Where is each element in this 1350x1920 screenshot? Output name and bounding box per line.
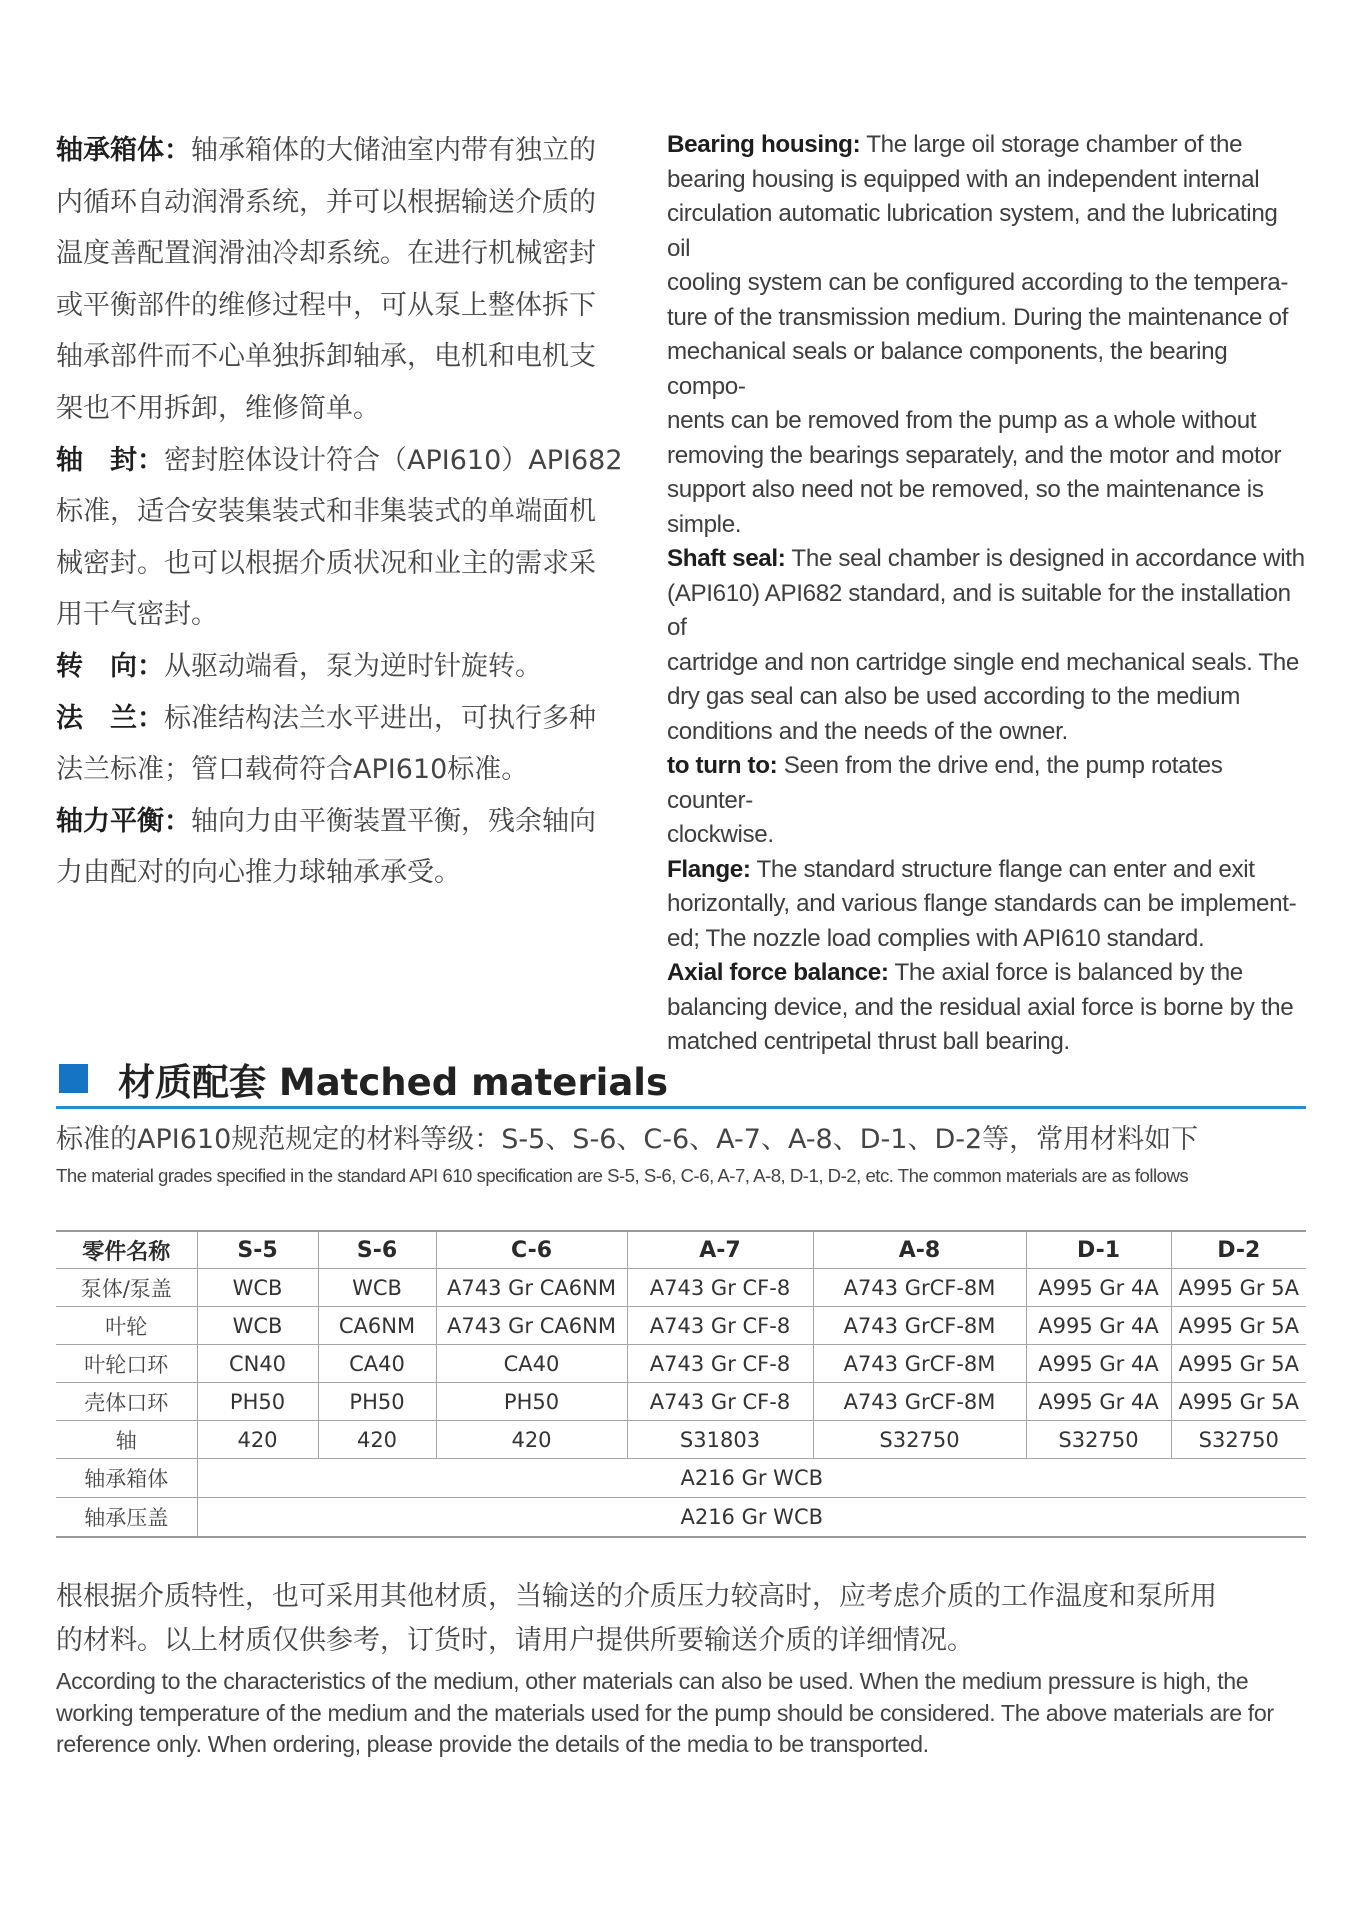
table-cell: A995 Gr 5A bbox=[1171, 1307, 1306, 1345]
table-header-cell: D-2 bbox=[1171, 1231, 1306, 1269]
table-header-row bbox=[56, 1231, 1306, 1269]
table-row bbox=[56, 1345, 1306, 1383]
table-header-cell: A-8 bbox=[813, 1231, 1026, 1269]
table-cell: A995 Gr 5A bbox=[1171, 1345, 1306, 1383]
heading-square-icon bbox=[59, 1064, 88, 1093]
table-cell: A995 Gr 4A bbox=[1026, 1269, 1171, 1307]
table-cell: 轴承箱体 bbox=[56, 1459, 197, 1498]
feature-cn-label: 轴力平衡： bbox=[56, 805, 191, 837]
feature-cn-axial-balance: 轴力平衡：轴向力由平衡装置平衡，残余轴向 力由配对的向心推力球轴承承受。 bbox=[56, 805, 596, 889]
table-cell: 叶轮 bbox=[56, 1307, 197, 1345]
feature-en-axial-balance: Axial force balance: The axial force is balanced by the balancing device, and the residual axial force is borne by the matched centripetal thrust ball bearing. bbox=[667, 959, 1294, 1055]
table-cell: S32750 bbox=[1171, 1421, 1306, 1459]
table-cell: WCB bbox=[197, 1269, 318, 1307]
table-cell: S32750 bbox=[813, 1421, 1026, 1459]
table-cell: S31803 bbox=[627, 1421, 813, 1459]
table-cell: PH50 bbox=[436, 1383, 627, 1421]
feature-en-label: Bearing housing: bbox=[667, 131, 861, 158]
table-header-cell: 零件名称 bbox=[56, 1231, 197, 1269]
table-row bbox=[56, 1459, 1306, 1498]
table-cell: A743 Gr CF-8 bbox=[627, 1307, 813, 1345]
table-cell: 420 bbox=[436, 1421, 627, 1459]
table-cell: A995 Gr 4A bbox=[1026, 1383, 1171, 1421]
table-header-cell: A-7 bbox=[627, 1231, 813, 1269]
table-cell: CA6NM bbox=[318, 1307, 436, 1345]
feature-cn-flange: 法 兰：标准结构法兰水平进出，可执行多种 法兰标准；管口载荷符合API610标准。 bbox=[56, 702, 596, 786]
table-cell: S32750 bbox=[1026, 1421, 1171, 1459]
table-header-cell: S-5 bbox=[197, 1231, 318, 1269]
feature-en-shaft-seal: Shaft seal: The seal chamber is designed in accordance with (API610) API682 standard, and is suitable for the installation of cartridge and non cartridge single end mechanical seals. The dry gas seal can also be used according to the medium conditions and the needs of the owner. bbox=[667, 545, 1305, 745]
features-cn bbox=[56, 125, 641, 899]
table-cell: PH50 bbox=[318, 1383, 436, 1421]
table-cell: 420 bbox=[197, 1421, 318, 1459]
table-cell: A743 Gr CA6NM bbox=[436, 1307, 627, 1345]
feature-en-label: Shaft seal: bbox=[667, 545, 786, 572]
table-cell: A995 Gr 5A bbox=[1171, 1269, 1306, 1307]
table-header-cell: C-6 bbox=[436, 1231, 627, 1269]
table-cell: PH50 bbox=[197, 1383, 318, 1421]
table-cell: A743 GrCF-8M bbox=[813, 1269, 1026, 1307]
table-cell: A743 GrCF-8M bbox=[813, 1307, 1026, 1345]
table-cell: A995 Gr 4A bbox=[1026, 1345, 1171, 1383]
table-row bbox=[56, 1269, 1306, 1307]
feature-en-label: to turn to: bbox=[667, 752, 778, 779]
materials-note-en: According to the characteristics of the medium, other materials can also be used. When the medium pressure is high, the working temperature of the medium and the materials used for the pump should be considered. The above materials are for reference only. When ordering, please provide the details of the media to be transported. bbox=[56, 1668, 1274, 1757]
feature-cn-label: 法 兰： bbox=[56, 702, 164, 734]
table-row bbox=[56, 1307, 1306, 1345]
feature-cn-rotation: 转 向：从驱动端看，泵为逆时针旋转。 bbox=[56, 650, 542, 682]
feature-cn-label: 轴 封： bbox=[56, 444, 164, 476]
materials-note-cn: 根根据介质特性，也可采用其他材质，当输送的介质压力较高时，应考虑介质的工作温度和泵所用 的材料。以上材质仅供参考，订货时，请用户提供所要输送介质的详细情况。 bbox=[56, 1581, 1217, 1656]
table-cell: 轴承压盖 bbox=[56, 1498, 197, 1538]
feature-cn-shaft-seal: 轴 封：密封腔体设计符合（API610）API682 标准，适合安装集装式和非集装式的单端面机 械密封。也可以根据介质状况和业主的需求采 用干气密封。 bbox=[56, 444, 623, 631]
table-cell: A743 GrCF-8M bbox=[813, 1383, 1026, 1421]
table-header-cell: D-1 bbox=[1026, 1231, 1171, 1269]
table-cell: WCB bbox=[197, 1307, 318, 1345]
table-cell: CN40 bbox=[197, 1345, 318, 1383]
feature-en-label: Flange: bbox=[667, 855, 751, 883]
feature-cn-bearing-housing: 轴承箱体：轴承箱体的大储油室内带有独立的 内循环自动润滑系统，并可以根据输送介质的 温度善配置润滑油冷却系统。在进行机械密封 或平衡部件的维修过程中，可从泵上整体拆下 轴承部件而不心单独拆卸轴承，电机和电机支 架也不用拆卸，维修简单。 bbox=[56, 135, 596, 424]
features-en bbox=[667, 128, 1307, 1060]
table-cell: A743 Gr CF-8 bbox=[627, 1383, 813, 1421]
table-header-cell: S-6 bbox=[318, 1231, 436, 1269]
table-row bbox=[56, 1383, 1306, 1421]
table-cell: 壳体口环 bbox=[56, 1383, 197, 1421]
materials-intro-cn: 标准的API610规范规定的材料等级：S-5、S-6、C-6、A-7、A-8、D-1、D-2等，常用材料如下 bbox=[56, 1124, 1199, 1155]
table-cell: 420 bbox=[318, 1421, 436, 1459]
feature-cn-label: 轴承箱体： bbox=[56, 135, 191, 166]
table-cell: A743 Gr CF-8 bbox=[627, 1345, 813, 1383]
table-cell: WCB bbox=[318, 1269, 436, 1307]
table-row bbox=[56, 1498, 1306, 1538]
feature-en-bearing-housing: Bearing housing: The large oil storage chamber of the bearing housing is equipped with an independent internal circulation automatic lubrication system, and the lubricating oil cooling system can be configured according to the tempera- ture of the transmission medium. During the maintenance of mechanical seals or balance components, the bearing compo- nents can be removed from the pump as a whole without removing the bearings separately, and the motor and motor support also need not be removed, so the maintenance is simple. bbox=[667, 131, 1289, 538]
table-row bbox=[56, 1421, 1306, 1459]
table-cell: A995 Gr 5A bbox=[1171, 1383, 1306, 1421]
feature-en-label: Axial force balance: bbox=[667, 959, 889, 986]
table-cell: 叶轮口环 bbox=[56, 1345, 197, 1383]
table-cell: CA40 bbox=[436, 1345, 627, 1383]
table-cell: A743 Gr CA6NM bbox=[436, 1269, 627, 1307]
table-cell: A995 Gr 4A bbox=[1026, 1307, 1171, 1345]
table-cell: 轴 bbox=[56, 1421, 197, 1459]
table-cell: A743 GrCF-8M bbox=[813, 1345, 1026, 1383]
section-heading bbox=[56, 1050, 1306, 1109]
feature-en-flange: Flange: The standard structure flange can enter and exit horizontally, and various flange standards can be implement- ed; The nozzle load complies with API610 standard. bbox=[667, 855, 1297, 952]
table-cell: A216 Gr WCB bbox=[197, 1498, 1306, 1538]
materials-table bbox=[56, 1230, 1306, 1538]
table-cell: A743 Gr CF-8 bbox=[627, 1269, 813, 1307]
section-title: 材质配套 Matched materials bbox=[118, 1061, 668, 1104]
table-cell: CA40 bbox=[318, 1345, 436, 1383]
feature-en-rotation: to turn to: Seen from the drive end, the pump rotates counter- clockwise. bbox=[667, 752, 1223, 848]
materials-intro-en: The material grades specified in the standard API 610 specification are S-5, S-6, C-6, A-7, A-8, D-1, D-2, etc. The common materials are as follows bbox=[56, 1165, 1189, 1186]
table-cell: A216 Gr WCB bbox=[197, 1459, 1306, 1498]
feature-cn-label: 转 向： bbox=[56, 650, 164, 682]
table-cell: 泵体/泵盖 bbox=[56, 1269, 197, 1307]
